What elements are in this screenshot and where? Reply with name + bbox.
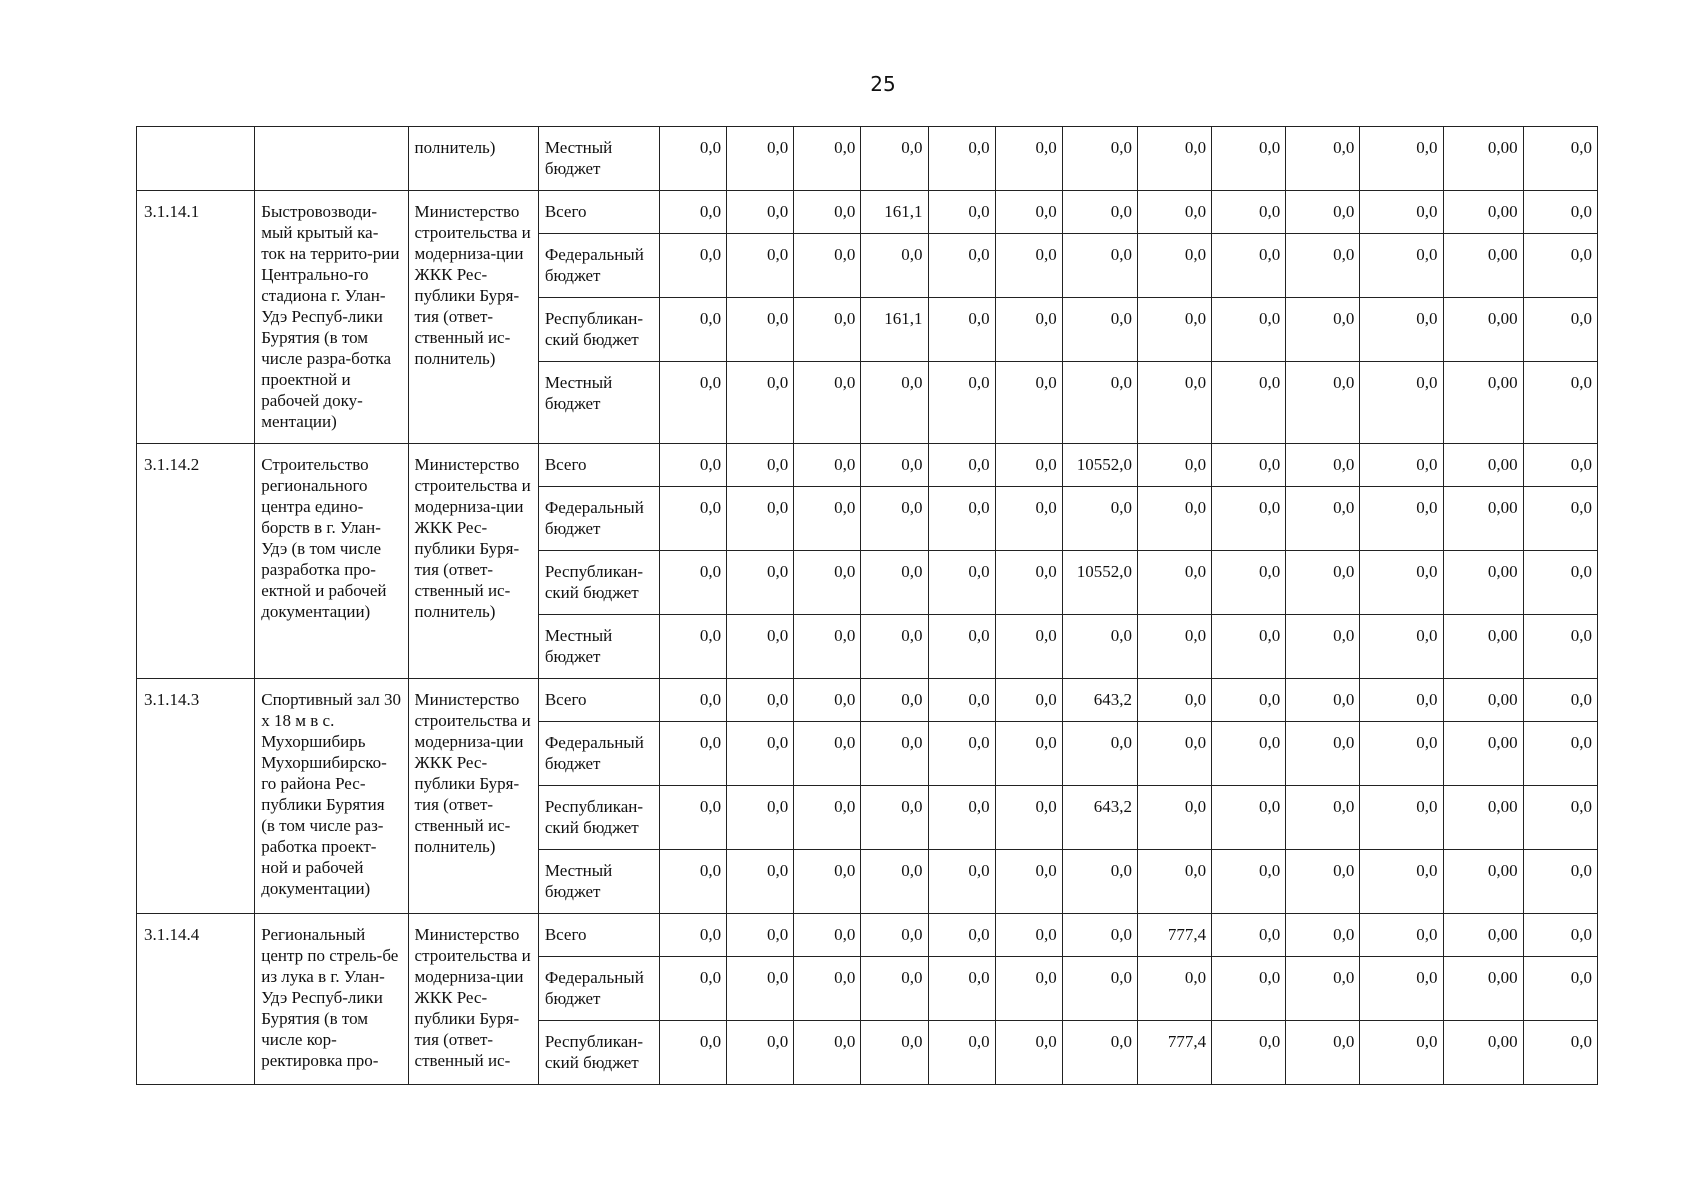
funding-source-cell: Федеральный бюджет bbox=[538, 234, 659, 298]
funding-source-cell: Всего bbox=[538, 191, 659, 234]
value-cell: 777,4 bbox=[1137, 1021, 1211, 1085]
value-cell: 0,0 bbox=[1212, 127, 1286, 191]
value-cell: 0,0 bbox=[794, 850, 861, 914]
value-cell: 0,0 bbox=[660, 191, 727, 234]
budget-table bbox=[136, 126, 1598, 1085]
value-cell: 0,0 bbox=[995, 127, 1062, 191]
value-cell: 0,0 bbox=[861, 362, 928, 444]
value-cell: 0,0 bbox=[1286, 551, 1360, 615]
value-cell: 0,0 bbox=[1212, 487, 1286, 551]
value-cell: 0,0 bbox=[1062, 487, 1137, 551]
value-cell: 0,0 bbox=[1360, 615, 1443, 679]
value-cell: 0,0 bbox=[861, 722, 928, 786]
value-cell: 0,0 bbox=[1137, 850, 1211, 914]
value-cell: 0,0 bbox=[1360, 679, 1443, 722]
row-name-cell: Спортивный зал 30 х 18 м в с. Мухоршибирь Мухоршибирско-го района Рес-публики Бурятия (в том числе раз-работка проект-ной и рабочей документации) bbox=[255, 679, 408, 914]
value-cell: 0,0 bbox=[1286, 298, 1360, 362]
value-cell: 0,00 bbox=[1443, 957, 1523, 1021]
value-cell: 0,0 bbox=[1062, 362, 1137, 444]
value-cell: 0,0 bbox=[794, 615, 861, 679]
value-cell: 0,0 bbox=[1523, 722, 1597, 786]
value-cell: 161,1 bbox=[861, 191, 928, 234]
value-cell: 0,0 bbox=[660, 679, 727, 722]
funding-source-cell: Федеральный бюджет bbox=[538, 487, 659, 551]
table-row bbox=[137, 127, 1598, 191]
value-cell: 0,00 bbox=[1443, 487, 1523, 551]
value-cell: 0,0 bbox=[794, 444, 861, 487]
value-cell: 0,0 bbox=[1137, 786, 1211, 850]
value-cell: 0,0 bbox=[1360, 786, 1443, 850]
value-cell: 0,0 bbox=[995, 551, 1062, 615]
value-cell: 0,0 bbox=[861, 679, 928, 722]
value-cell: 0,0 bbox=[794, 191, 861, 234]
row-executor-cell: полнитель) bbox=[408, 127, 538, 191]
value-cell: 0,0 bbox=[727, 957, 794, 1021]
value-cell: 0,0 bbox=[1062, 127, 1137, 191]
value-cell: 0,0 bbox=[1212, 234, 1286, 298]
value-cell: 0,0 bbox=[1360, 298, 1443, 362]
value-cell: 0,0 bbox=[1360, 850, 1443, 914]
value-cell: 0,0 bbox=[861, 850, 928, 914]
value-cell: 0,0 bbox=[1137, 615, 1211, 679]
value-cell: 0,0 bbox=[1286, 487, 1360, 551]
funding-source-cell: Республикан-ский бюджет bbox=[538, 1021, 659, 1085]
value-cell: 0,0 bbox=[727, 786, 794, 850]
value-cell: 0,0 bbox=[1137, 191, 1211, 234]
value-cell: 0,0 bbox=[727, 615, 794, 679]
value-cell: 0,00 bbox=[1443, 234, 1523, 298]
value-cell: 0,0 bbox=[727, 551, 794, 615]
row-code-cell: 3.1.14.2 bbox=[137, 444, 255, 679]
value-cell: 0,00 bbox=[1443, 444, 1523, 487]
value-cell: 0,0 bbox=[1523, 850, 1597, 914]
value-cell: 0,0 bbox=[727, 679, 794, 722]
value-cell: 0,00 bbox=[1443, 615, 1523, 679]
value-cell: 0,0 bbox=[727, 850, 794, 914]
funding-source-cell: Федеральный бюджет bbox=[538, 957, 659, 1021]
value-cell: 0,0 bbox=[1212, 362, 1286, 444]
value-cell: 0,0 bbox=[928, 444, 995, 487]
value-cell: 0,00 bbox=[1443, 298, 1523, 362]
value-cell: 0,0 bbox=[794, 127, 861, 191]
value-cell: 0,0 bbox=[1360, 957, 1443, 1021]
value-cell: 0,0 bbox=[727, 444, 794, 487]
funding-source-cell: Местный бюджет bbox=[538, 362, 659, 444]
value-cell: 0,0 bbox=[928, 679, 995, 722]
value-cell: 0,00 bbox=[1443, 127, 1523, 191]
value-cell: 0,0 bbox=[861, 786, 928, 850]
value-cell: 0,0 bbox=[1360, 362, 1443, 444]
row-name-cell: Региональный центр по стрель-бе из лука в г. Улан-Удэ Респуб-лики Бурятия (в том числе кор-ректировка про- bbox=[255, 914, 408, 1085]
value-cell: 0,0 bbox=[1137, 444, 1211, 487]
value-cell: 0,0 bbox=[1360, 551, 1443, 615]
value-cell: 0,0 bbox=[861, 444, 928, 487]
value-cell: 0,0 bbox=[1523, 127, 1597, 191]
value-cell: 0,0 bbox=[1523, 786, 1597, 850]
value-cell: 0,0 bbox=[794, 362, 861, 444]
value-cell: 0,00 bbox=[1443, 786, 1523, 850]
funding-source-cell: Всего bbox=[538, 914, 659, 957]
value-cell: 0,0 bbox=[995, 722, 1062, 786]
row-executor-cell: Министерство строительства и модерниза-ции ЖКК Рес-публики Буря-тия (ответ-ственный ис-полнитель) bbox=[408, 444, 538, 679]
value-cell: 0,0 bbox=[1523, 679, 1597, 722]
value-cell: 0,0 bbox=[928, 850, 995, 914]
value-cell: 0,0 bbox=[1286, 914, 1360, 957]
row-name-cell: Строительство регионального центра едино-борств в г. Улан-Удэ (в том числе разработка про-ектной и рабочей документации) bbox=[255, 444, 408, 679]
value-cell: 0,0 bbox=[1523, 191, 1597, 234]
value-cell: 0,0 bbox=[1523, 298, 1597, 362]
value-cell: 0,0 bbox=[660, 850, 727, 914]
value-cell: 0,0 bbox=[660, 551, 727, 615]
value-cell: 0,0 bbox=[1062, 615, 1137, 679]
value-cell: 0,0 bbox=[928, 957, 995, 1021]
value-cell: 0,0 bbox=[1286, 127, 1360, 191]
value-cell: 10552,0 bbox=[1062, 551, 1137, 615]
value-cell: 0,0 bbox=[1286, 444, 1360, 487]
funding-source-cell: Республикан-ский бюджет bbox=[538, 786, 659, 850]
value-cell: 0,0 bbox=[1360, 444, 1443, 487]
table-row bbox=[137, 444, 1598, 487]
value-cell: 0,00 bbox=[1443, 679, 1523, 722]
value-cell: 0,0 bbox=[928, 722, 995, 786]
value-cell: 0,0 bbox=[995, 679, 1062, 722]
value-cell: 0,0 bbox=[1137, 957, 1211, 1021]
value-cell: 0,0 bbox=[995, 957, 1062, 1021]
value-cell: 0,0 bbox=[794, 298, 861, 362]
value-cell: 0,0 bbox=[995, 850, 1062, 914]
value-cell: 0,0 bbox=[1137, 298, 1211, 362]
value-cell: 0,0 bbox=[794, 234, 861, 298]
value-cell: 10552,0 bbox=[1062, 444, 1137, 487]
value-cell: 0,0 bbox=[861, 1021, 928, 1085]
value-cell: 0,0 bbox=[861, 127, 928, 191]
value-cell: 0,0 bbox=[1212, 786, 1286, 850]
value-cell: 0,0 bbox=[660, 298, 727, 362]
value-cell: 0,0 bbox=[928, 191, 995, 234]
value-cell: 0,0 bbox=[727, 1021, 794, 1085]
value-cell: 0,0 bbox=[1360, 191, 1443, 234]
value-cell: 0,0 bbox=[928, 362, 995, 444]
value-cell: 0,0 bbox=[1137, 722, 1211, 786]
value-cell: 0,0 bbox=[794, 679, 861, 722]
value-cell: 0,0 bbox=[794, 786, 861, 850]
value-cell: 0,0 bbox=[995, 191, 1062, 234]
value-cell: 0,0 bbox=[1212, 191, 1286, 234]
row-code-cell: 3.1.14.4 bbox=[137, 914, 255, 1085]
value-cell: 0,0 bbox=[794, 957, 861, 1021]
value-cell: 0,0 bbox=[727, 362, 794, 444]
value-cell: 0,0 bbox=[995, 234, 1062, 298]
value-cell: 0,0 bbox=[660, 957, 727, 1021]
value-cell: 0,0 bbox=[995, 1021, 1062, 1085]
value-cell: 0,0 bbox=[861, 234, 928, 298]
row-name-cell: Быстровозводи-мый крытый ка-ток на террито-рии Центрально-го стадиона г. Улан-Удэ Респуб-лики Бурятия (в том числе разра-ботка проектной и рабочей доку-ментации) bbox=[255, 191, 408, 444]
value-cell: 0,0 bbox=[1137, 127, 1211, 191]
value-cell: 0,0 bbox=[1062, 957, 1137, 1021]
value-cell: 0,0 bbox=[1062, 191, 1137, 234]
value-cell: 0,0 bbox=[1212, 298, 1286, 362]
value-cell: 0,0 bbox=[794, 914, 861, 957]
value-cell: 0,0 bbox=[1137, 679, 1211, 722]
value-cell: 0,00 bbox=[1443, 722, 1523, 786]
value-cell: 0,0 bbox=[861, 914, 928, 957]
value-cell: 0,0 bbox=[995, 786, 1062, 850]
value-cell: 0,0 bbox=[995, 914, 1062, 957]
value-cell: 0,0 bbox=[928, 914, 995, 957]
value-cell: 0,0 bbox=[794, 487, 861, 551]
value-cell: 0,0 bbox=[861, 615, 928, 679]
row-code-cell bbox=[137, 127, 255, 191]
value-cell: 0,0 bbox=[928, 487, 995, 551]
value-cell: 0,0 bbox=[995, 487, 1062, 551]
value-cell: 0,0 bbox=[1360, 487, 1443, 551]
value-cell: 0,0 bbox=[995, 362, 1062, 444]
value-cell: 0,0 bbox=[1212, 957, 1286, 1021]
value-cell: 0,0 bbox=[1286, 191, 1360, 234]
value-cell: 161,1 bbox=[861, 298, 928, 362]
value-cell: 0,00 bbox=[1443, 362, 1523, 444]
value-cell: 0,0 bbox=[1212, 551, 1286, 615]
row-executor-cell: Министерство строительства и модерниза-ции ЖКК Рес-публики Буря-тия (ответ-ственный ис-полнитель) bbox=[408, 191, 538, 444]
value-cell: 0,0 bbox=[1523, 615, 1597, 679]
value-cell: 0,0 bbox=[727, 487, 794, 551]
value-cell: 0,0 bbox=[1062, 234, 1137, 298]
value-cell: 0,0 bbox=[1360, 1021, 1443, 1085]
value-cell: 0,0 bbox=[660, 914, 727, 957]
value-cell: 0,0 bbox=[995, 444, 1062, 487]
value-cell: 0,00 bbox=[1443, 850, 1523, 914]
funding-source-cell: Федеральный бюджет bbox=[538, 722, 659, 786]
value-cell: 0,0 bbox=[794, 1021, 861, 1085]
value-cell: 0,0 bbox=[1523, 914, 1597, 957]
value-cell: 0,0 bbox=[1062, 914, 1137, 957]
value-cell: 0,0 bbox=[1286, 1021, 1360, 1085]
value-cell: 0,0 bbox=[928, 551, 995, 615]
value-cell: 0,0 bbox=[1137, 487, 1211, 551]
value-cell: 0,0 bbox=[1523, 957, 1597, 1021]
value-cell: 0,0 bbox=[794, 722, 861, 786]
value-cell: 0,0 bbox=[1523, 551, 1597, 615]
value-cell: 0,0 bbox=[928, 786, 995, 850]
value-cell: 0,0 bbox=[1212, 615, 1286, 679]
value-cell: 0,0 bbox=[660, 1021, 727, 1085]
value-cell: 0,0 bbox=[660, 615, 727, 679]
value-cell: 0,0 bbox=[1360, 914, 1443, 957]
value-cell: 0,00 bbox=[1443, 551, 1523, 615]
value-cell: 0,0 bbox=[727, 191, 794, 234]
value-cell: 0,0 bbox=[1212, 679, 1286, 722]
value-cell: 0,0 bbox=[794, 551, 861, 615]
budget-table-body bbox=[137, 127, 1598, 1085]
value-cell: 0,0 bbox=[995, 298, 1062, 362]
value-cell: 0,0 bbox=[727, 234, 794, 298]
funding-source-cell: Всего bbox=[538, 444, 659, 487]
value-cell: 0,0 bbox=[1523, 362, 1597, 444]
value-cell: 0,0 bbox=[995, 615, 1062, 679]
value-cell: 0,0 bbox=[1360, 234, 1443, 298]
table-row bbox=[137, 914, 1598, 957]
value-cell: 0,0 bbox=[928, 1021, 995, 1085]
value-cell: 0,0 bbox=[1137, 234, 1211, 298]
value-cell: 777,4 bbox=[1137, 914, 1211, 957]
value-cell: 0,0 bbox=[1523, 487, 1597, 551]
value-cell: 0,0 bbox=[861, 487, 928, 551]
value-cell: 0,0 bbox=[660, 786, 727, 850]
value-cell: 0,0 bbox=[928, 127, 995, 191]
value-cell: 643,2 bbox=[1062, 786, 1137, 850]
value-cell: 0,0 bbox=[1212, 850, 1286, 914]
value-cell: 0,0 bbox=[660, 234, 727, 298]
value-cell: 0,0 bbox=[928, 615, 995, 679]
value-cell: 0,0 bbox=[1286, 957, 1360, 1021]
value-cell: 0,0 bbox=[1286, 786, 1360, 850]
value-cell: 0,0 bbox=[727, 722, 794, 786]
value-cell: 0,0 bbox=[727, 298, 794, 362]
value-cell: 0,0 bbox=[1286, 362, 1360, 444]
value-cell: 0,0 bbox=[1523, 1021, 1597, 1085]
value-cell: 0,0 bbox=[1286, 234, 1360, 298]
funding-source-cell: Местный бюджет bbox=[538, 615, 659, 679]
value-cell: 0,00 bbox=[1443, 914, 1523, 957]
value-cell: 0,0 bbox=[660, 444, 727, 487]
value-cell: 0,0 bbox=[1212, 444, 1286, 487]
value-cell: 0,0 bbox=[928, 234, 995, 298]
row-name-cell bbox=[255, 127, 408, 191]
value-cell: 0,0 bbox=[861, 551, 928, 615]
page-number: 25 bbox=[870, 72, 896, 96]
value-cell: 643,2 bbox=[1062, 679, 1137, 722]
value-cell: 0,0 bbox=[660, 362, 727, 444]
funding-source-cell: Всего bbox=[538, 679, 659, 722]
value-cell: 0,0 bbox=[1212, 1021, 1286, 1085]
value-cell: 0,0 bbox=[1523, 444, 1597, 487]
value-cell: 0,0 bbox=[1360, 127, 1443, 191]
value-cell: 0,0 bbox=[1062, 1021, 1137, 1085]
value-cell: 0,0 bbox=[1212, 722, 1286, 786]
value-cell: 0,0 bbox=[660, 487, 727, 551]
value-cell: 0,0 bbox=[1137, 362, 1211, 444]
value-cell: 0,0 bbox=[1286, 615, 1360, 679]
value-cell: 0,0 bbox=[1212, 914, 1286, 957]
value-cell: 0,0 bbox=[727, 127, 794, 191]
value-cell: 0,0 bbox=[1286, 722, 1360, 786]
funding-source-cell: Республикан-ский бюджет bbox=[538, 298, 659, 362]
funding-source-cell: Местный бюджет bbox=[538, 850, 659, 914]
value-cell: 0,0 bbox=[1062, 850, 1137, 914]
value-cell: 0,0 bbox=[928, 298, 995, 362]
value-cell: 0,0 bbox=[727, 914, 794, 957]
value-cell: 0,00 bbox=[1443, 1021, 1523, 1085]
value-cell: 0,0 bbox=[660, 722, 727, 786]
value-cell: 0,0 bbox=[1137, 551, 1211, 615]
value-cell: 0,0 bbox=[660, 127, 727, 191]
value-cell: 0,00 bbox=[1443, 191, 1523, 234]
row-executor-cell: Министерство строительства и модерниза-ции ЖКК Рес-публики Буря-тия (ответ-ственный ис-полнитель) bbox=[408, 679, 538, 914]
row-code-cell: 3.1.14.3 bbox=[137, 679, 255, 914]
value-cell: 0,0 bbox=[1286, 850, 1360, 914]
value-cell: 0,0 bbox=[1062, 722, 1137, 786]
value-cell: 0,0 bbox=[1523, 234, 1597, 298]
value-cell: 0,0 bbox=[1360, 722, 1443, 786]
row-executor-cell: Министерство строительства и модерниза-ции ЖКК Рес-публики Буря-тия (ответ-ственный ис- bbox=[408, 914, 538, 1085]
funding-source-cell: Республикан-ский бюджет bbox=[538, 551, 659, 615]
table-row bbox=[137, 191, 1598, 234]
table-row bbox=[137, 679, 1598, 722]
funding-source-cell: Местный бюджет bbox=[538, 127, 659, 191]
value-cell: 0,0 bbox=[1062, 298, 1137, 362]
value-cell: 0,0 bbox=[861, 957, 928, 1021]
row-code-cell: 3.1.14.1 bbox=[137, 191, 255, 444]
value-cell: 0,0 bbox=[1286, 679, 1360, 722]
